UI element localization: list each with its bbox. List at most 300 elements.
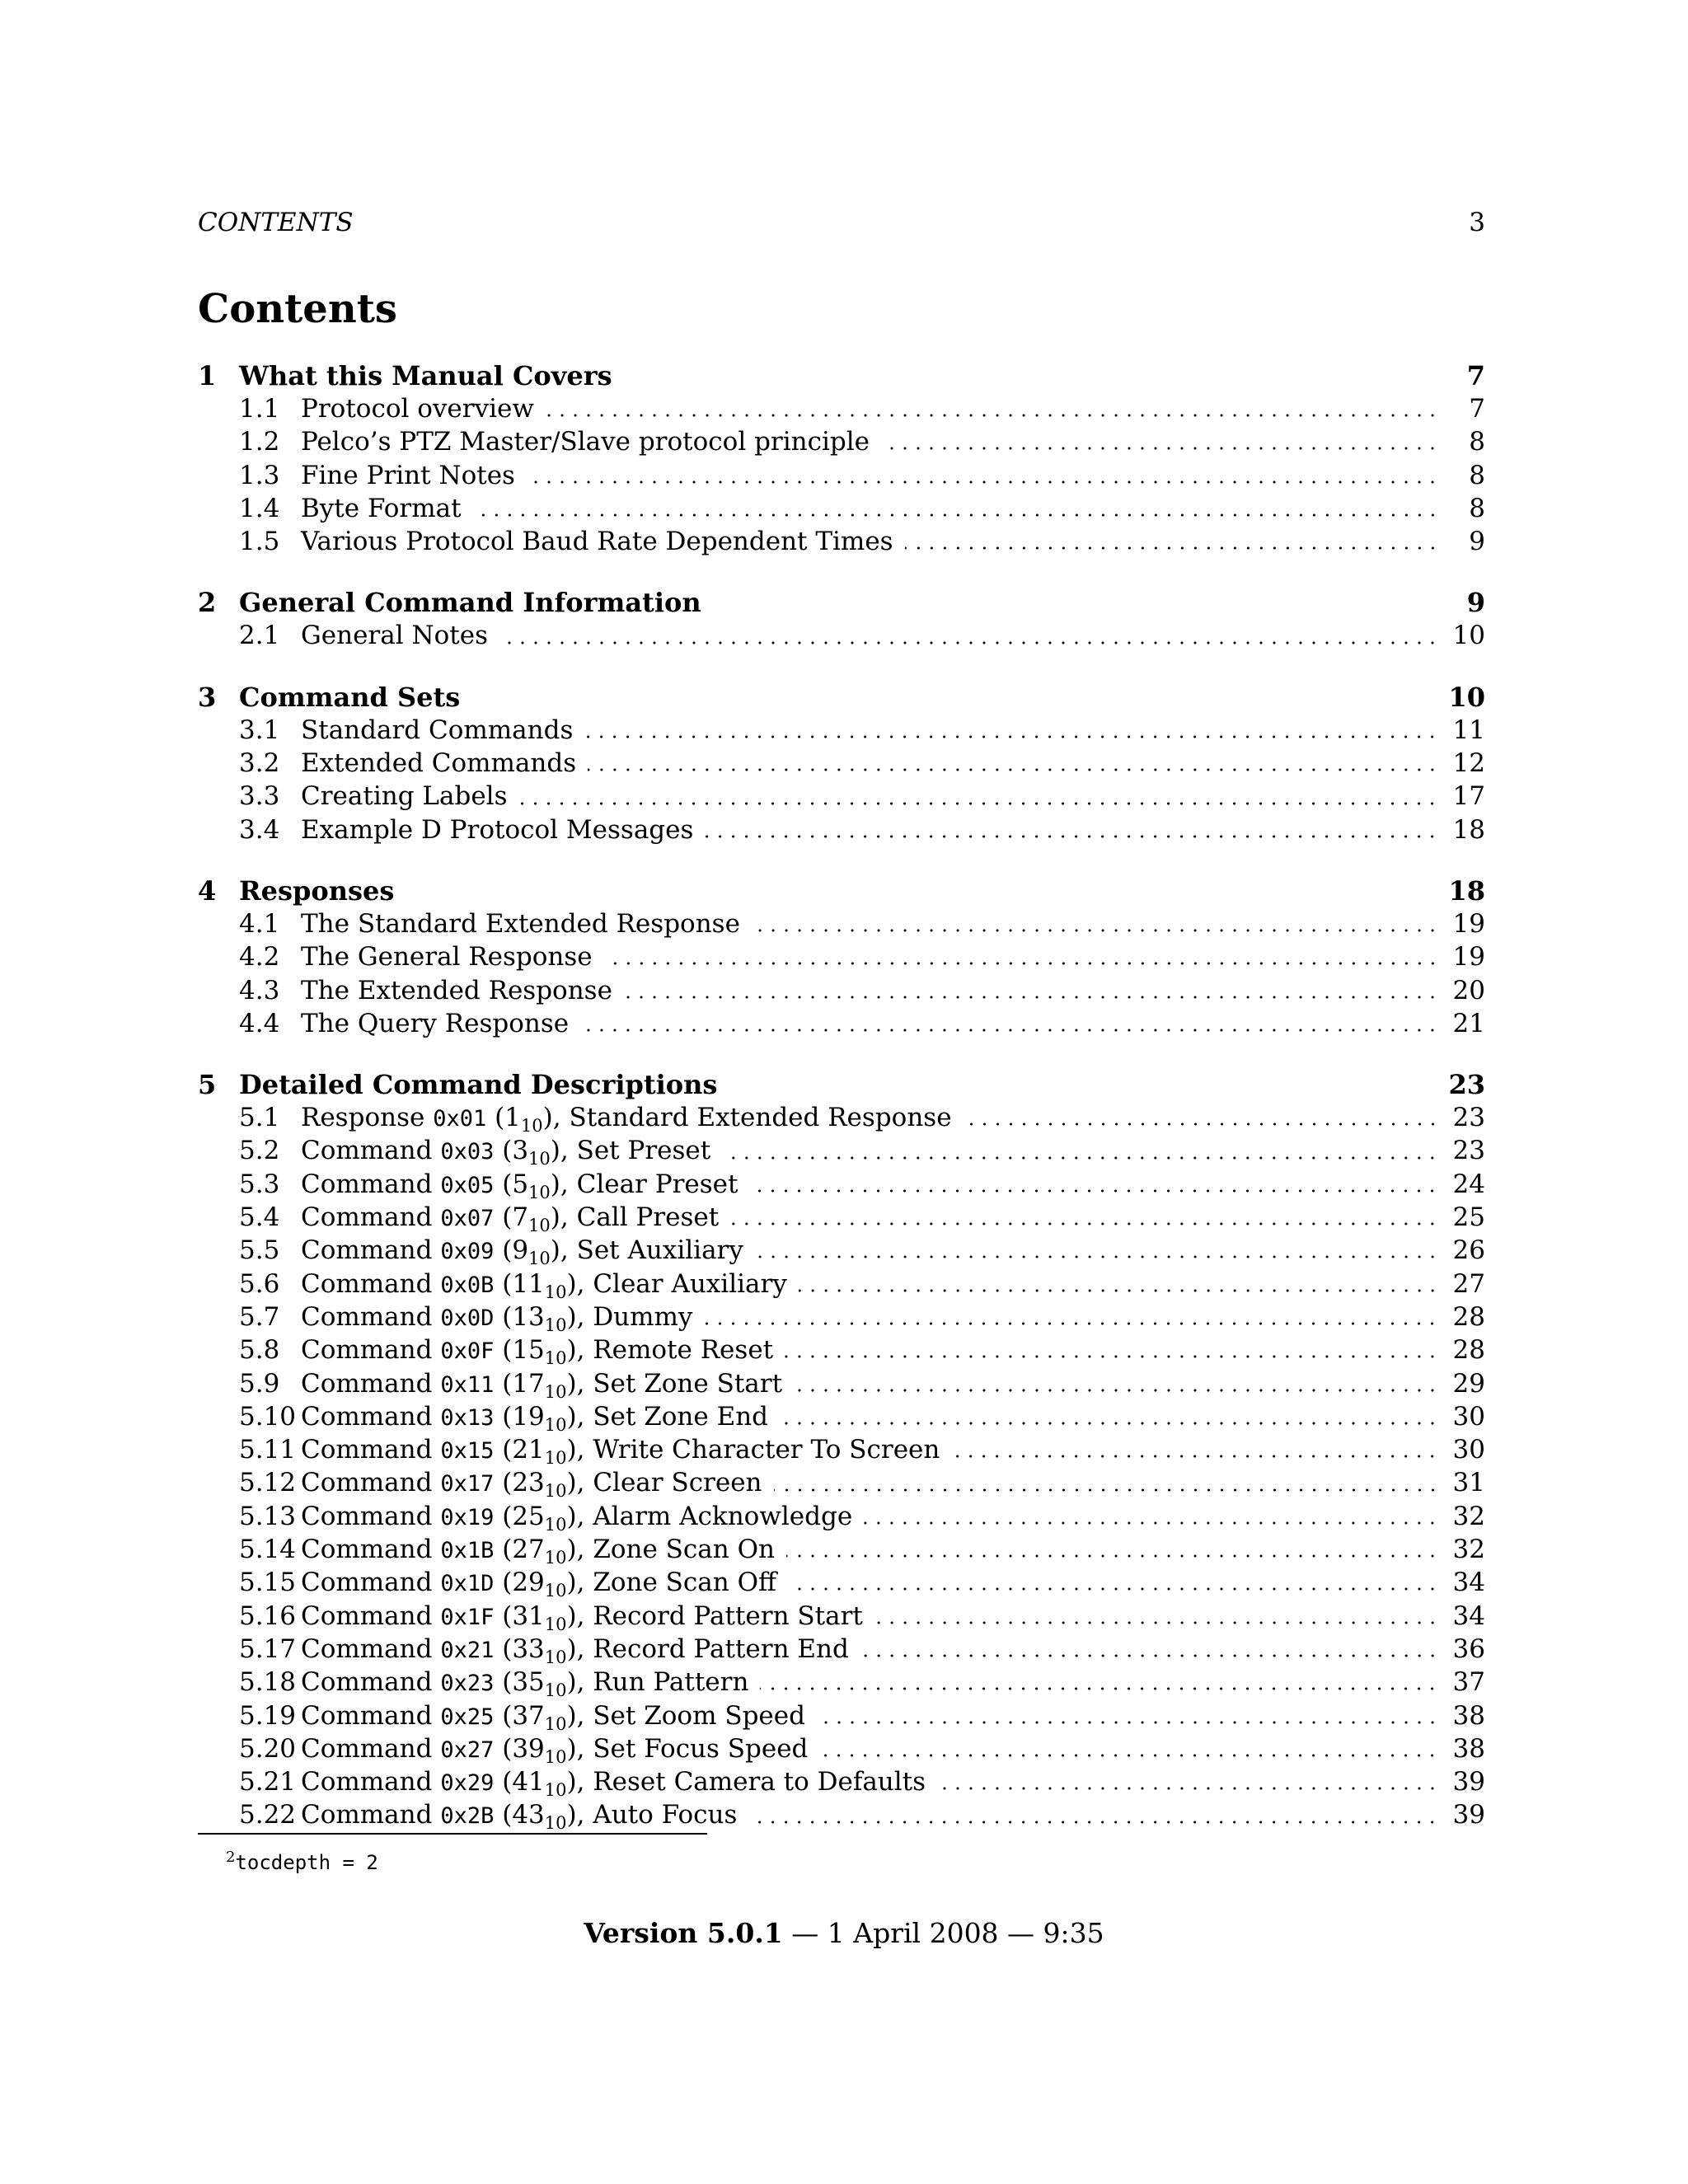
toc-section-entry[interactable] [198,681,1485,714]
decimal-value: 11 [512,1268,545,1299]
dot-leader [580,1029,1439,1032]
subsection-title: Command 0x1D $(29_{10})$, Zone Scan Off [301,1568,777,1601]
subsection-number: 5.14 [239,1535,297,1565]
entry-kind: Command [301,1633,433,1664]
subsection-page-number: 28 [1452,1301,1485,1332]
subsection-number: 5.11 [239,1435,297,1465]
decimal-value: 7 [512,1202,529,1233]
subsection-title: The General Response [301,942,593,972]
entry-kind: Command [301,1468,433,1498]
subsection-number: 4.1 [239,908,280,939]
entry-kind: Command [301,1501,433,1531]
command-description: , Alarm Acknowledge [576,1501,853,1531]
subsection-title: Command 0x27 $(39_{10})$, Set Focus Speed [301,1733,809,1767]
subsection-title: Response 0x01 $(1_{10})$, Standard Extended Response [301,1103,952,1137]
toc-subsection-entry[interactable] [198,392,1485,425]
entry-kind: Command [301,1268,433,1299]
toc-section-entry[interactable] [198,359,1485,392]
toc-subsection-entry[interactable] [198,1466,1485,1502]
toc-subsection-entry[interactable] [198,1301,1485,1333]
footer-date: — 1 April 2008 — 9:35 [782,1917,1104,1949]
section-number: 3 [198,681,217,713]
subsection-number: 2.1 [239,621,280,651]
subsection-number: 1.5 [239,527,280,557]
decimal-base-subscript: 10 [544,1481,567,1502]
toc-subsection-entry[interactable] [198,747,1485,780]
subsection-page-number: 30 [1452,1401,1485,1432]
command-description: , Reset Camera to Defaults [576,1767,926,1797]
dot-leader [760,1687,1439,1690]
subsection-page-number: 38 [1452,1733,1485,1764]
dot-leader [584,735,1439,738]
subsection-page-number: 36 [1452,1633,1485,1664]
toc-subsection-entry[interactable] [198,907,1485,940]
command-description: , Write Character To Screen [576,1435,940,1465]
dot-leader [951,1455,1439,1458]
subsection-title: Command 0x05 $(5_{10})$, Clear Preset [301,1169,738,1202]
decimal-value: 5 [512,1169,529,1199]
subsection-title: Command 0x15 $(21_{10})$, Write Character To Screen [301,1435,940,1469]
dot-leader [874,1621,1439,1624]
decimal-base-subscript: 10 [544,1780,567,1801]
dot-leader [624,996,1439,999]
subsection-page-number: 31 [1452,1468,1485,1498]
toc-subsection-entry[interactable] [198,780,1485,813]
subsection-title: Command 0x0F $(15_{10})$, Remote Reset [301,1335,774,1369]
subsection-title: Creating Labels [301,781,508,812]
toc-subsection-entry[interactable] [198,1666,1485,1699]
decimal-base-subscript: 10 [544,1713,567,1734]
footnote [226,1844,378,1876]
section-page-number: 9 [1466,587,1485,619]
decimal-value: 41 [512,1767,545,1797]
subsection-page-number: 19 [1452,908,1485,939]
toc-subsection-entry[interactable] [198,525,1485,558]
toc-subsection-entry[interactable] [198,1732,1485,1765]
subsection-title: Command 0x17 $(23_{10})$, Clear Screen [301,1468,762,1502]
subsection-title: Pelco’s PTZ Master/Slave protocol principle [301,427,870,457]
hex-code: 0x0B [440,1272,495,1298]
dot-leader [780,1422,1439,1425]
toc-subsection-entry[interactable] [198,492,1485,525]
subsection-number: 5.15 [239,1568,297,1598]
command-description: , Clear Screen [576,1468,762,1498]
dot-leader [722,1156,1439,1160]
table-of-contents [198,359,1485,1860]
toc-subsection-entry[interactable] [198,619,1485,652]
subsection-page-number: 37 [1452,1667,1485,1698]
dot-leader [905,546,1439,550]
toc-subsection-entry[interactable] [198,1268,1485,1301]
subsection-page-number: 8 [1469,460,1485,490]
toc-subsection-entry[interactable] [198,459,1485,492]
subsection-page-number: 23 [1452,1136,1485,1166]
dot-leader [752,929,1439,932]
command-description: , Set Zone End [576,1401,769,1432]
dot-leader [799,1289,1439,1292]
subsection-number: 5.7 [239,1301,280,1332]
section-number: 4 [198,874,217,907]
command-description: , Record Pattern End [576,1633,849,1664]
subsection-page-number: 28 [1452,1335,1485,1366]
section-page-number: 23 [1448,1069,1485,1101]
command-description: , Set Focus Speed [576,1733,809,1764]
section-page-number: 18 [1448,874,1485,907]
subsection-number: 5.9 [239,1368,280,1399]
section-number: 1 [198,360,217,391]
toc-section-entry[interactable] [198,1068,1485,1101]
decimal-base-subscript: 10 [544,1614,567,1634]
page-footer [0,1917,1688,1950]
toc-subsection-entry[interactable] [198,1007,1485,1040]
hex-code: 0x25 [440,1704,495,1730]
subsection-number: 5.20 [239,1733,297,1764]
subsection-number: 5.2 [239,1136,280,1166]
subsection-number: 5.22 [239,1800,297,1830]
hex-code: 0x17 [440,1471,495,1497]
toc-subsection-entry[interactable] [198,1765,1485,1801]
entry-kind: Command [301,1667,433,1698]
subsection-page-number: 11 [1452,715,1485,745]
toc-subsection-entry[interactable] [198,1400,1485,1433]
decimal-value: 39 [512,1733,545,1764]
subsection-title: Command 0x29 $(41_{10})$, Reset Camera to Defaults [301,1767,926,1801]
subsection-title: General Notes [301,621,488,651]
dot-leader [860,1654,1439,1657]
command-description: , Set Preset [560,1136,711,1166]
entry-kind: Command [301,1335,433,1366]
subsection-number: 5.6 [239,1268,280,1299]
entry-kind: Command [301,1401,433,1432]
subsection-title: The Standard Extended Response [301,908,740,939]
entry-kind: Command [301,1568,433,1598]
entry-kind: Command [301,1235,433,1266]
toc-subsection-entry[interactable] [198,974,1485,1007]
decimal-base-subscript: 10 [544,1315,567,1335]
command-description: , Clear Preset [560,1169,738,1199]
subsection-number: 5.1 [239,1103,280,1133]
footnote-text: tocdepth = 2 [235,1851,378,1874]
toc-subsection-entry[interactable] [198,425,1485,458]
hex-code: 0x15 [440,1438,495,1465]
decimal-base-subscript: 10 [528,1182,551,1202]
section-title: Command Sets [239,681,461,713]
subsection-title: Command 0x11 $(17_{10})$, Set Zone Start [301,1368,783,1402]
command-description: , Set Auxiliary [560,1235,743,1266]
command-description: , Zone Scan On [576,1535,775,1565]
subsection-number: 5.4 [239,1202,280,1233]
command-description: , Record Pattern Start [576,1601,863,1631]
section-title: Detailed Command Descriptions [239,1069,718,1101]
toc-section [198,874,1485,1040]
subsection-number: 4.2 [239,942,280,972]
footnote-marker: 2 [226,1849,236,1866]
toc-subsection-entry[interactable] [198,1566,1485,1599]
toc-subsection-entry[interactable] [198,813,1485,846]
decimal-value: 35 [512,1667,545,1698]
subsection-page-number: 32 [1452,1535,1485,1565]
dot-leader [774,1488,1439,1492]
subsection-title: Command 0x25 $(37_{10})$, Set Zoom Speed [301,1700,805,1734]
subsection-number: 3.4 [239,814,280,845]
decimal-base-subscript: 10 [544,1581,567,1601]
subsection-number: 3.3 [239,781,280,812]
toc-section-entry[interactable] [198,586,1485,619]
dot-leader [704,1322,1439,1325]
subsection-number: 3.2 [239,748,280,779]
subsection-page-number: 10 [1452,621,1485,651]
subsection-page-number: 7 [1469,394,1485,424]
decimal-base-subscript: 10 [544,1414,567,1435]
hex-code: 0x23 [440,1671,495,1697]
toc-subsection-entry[interactable] [198,1333,1485,1369]
subsection-page-number: 38 [1452,1700,1485,1731]
decimal-value: 13 [512,1301,545,1332]
decimal-base-subscript: 10 [544,1680,567,1701]
hex-code: 0x19 [440,1504,495,1530]
toc-subsection-entry[interactable] [198,1699,1485,1732]
dot-leader [604,962,1439,965]
entry-kind: Command [301,1800,433,1830]
subsection-page-number: 25 [1452,1202,1485,1233]
decimal-base-subscript: 10 [544,1448,567,1469]
subsection-number: 5.8 [239,1335,280,1366]
toc-subsection-entry[interactable] [198,714,1485,747]
subsection-title: The Extended Response [301,975,612,1005]
decimal-value: 19 [512,1401,545,1432]
decimal-base-subscript: 10 [544,1348,567,1369]
page-title: Contents [198,286,397,332]
dot-leader [518,802,1439,805]
subsection-title: Command 0x03 $(3_{10})$, Set Preset [301,1136,711,1169]
decimal-base-subscript: 10 [544,1813,567,1834]
subsection-page-number: 19 [1452,942,1485,972]
toc-subsection-entry[interactable] [198,1168,1485,1201]
subsection-page-number: 24 [1452,1169,1485,1199]
toc-section [198,1068,1485,1832]
subsection-number: 5.19 [239,1700,297,1731]
subsection-number: 5.21 [239,1767,297,1797]
command-description: , Run Pattern [576,1667,749,1698]
footer-version: Version 5.0.1 [584,1917,783,1949]
command-description: , Clear Auxiliary [576,1268,787,1299]
subsection-number: 1.3 [239,460,280,490]
subsection-title: Various Protocol Baud Rate Dependent Times [301,527,893,557]
command-description: , Remote Reset [576,1335,774,1366]
dot-leader [755,1255,1439,1258]
entry-kind: Command [301,1435,433,1465]
command-description: , Standard Extended Response [552,1103,952,1133]
dot-leader [473,513,1439,517]
subsection-page-number: 18 [1452,814,1485,845]
subsection-title: The Query Response [301,1008,570,1038]
command-description: , Call Preset [560,1202,720,1233]
subsection-title: Extended Commands [301,748,577,779]
hex-code: 0x05 [440,1172,495,1198]
toc-subsection-entry[interactable] [198,1433,1485,1469]
hex-code: 0x11 [440,1371,495,1398]
subsection-title: Command 0x23 $(35_{10})$, Run Pattern [301,1667,749,1701]
entry-kind: Command [301,1169,433,1199]
subsection-page-number: 8 [1469,493,1485,523]
toc-subsection-entry[interactable] [198,1600,1485,1633]
entry-kind: Command [301,1601,433,1631]
decimal-value: 27 [512,1535,545,1565]
section-page-number: 7 [1466,360,1485,391]
decimal-value: 29 [512,1568,545,1598]
dot-leader [499,641,1439,644]
dot-leader [794,1389,1439,1392]
command-description: , Set Zone Start [576,1368,783,1399]
decimal-value: 1 [504,1103,521,1133]
subsection-number: 5.13 [239,1501,297,1531]
decimal-value: 3 [512,1136,529,1166]
section-page-number: 10 [1448,681,1485,713]
page-number: 3 [1469,208,1485,237]
subsection-title: Fine Print Notes [301,460,515,490]
decimal-base-subscript: 10 [544,1282,567,1302]
subsection-page-number: 27 [1452,1268,1485,1299]
decimal-base-subscript: 10 [528,1249,551,1269]
dot-leader [864,1521,1439,1525]
decimal-base-subscript: 10 [544,1381,567,1402]
running-head-title: CONTENTS [198,208,354,237]
toc-subsection-entry[interactable] [198,1500,1485,1533]
section-number: 5 [198,1069,217,1101]
hex-code: 0x1D [440,1571,495,1597]
hex-code: 0x27 [440,1736,495,1763]
dot-leader [527,480,1439,484]
subsection-page-number: 30 [1452,1435,1485,1465]
subsection-number: 5.5 [239,1235,280,1266]
decimal-base-subscript: 10 [544,1746,567,1767]
subsection-page-number: 32 [1452,1501,1485,1531]
toc-subsection-entry[interactable] [198,1201,1485,1234]
entry-kind: Command [301,1202,433,1233]
dot-leader [937,1787,1439,1790]
entry-kind: Command [301,1535,433,1565]
decimal-base-subscript: 10 [544,1548,567,1568]
subsection-page-number: 26 [1452,1235,1485,1266]
decimal-base-subscript: 10 [528,1216,551,1236]
dot-leader [881,447,1439,450]
hex-code: 0x0F [440,1338,495,1365]
section-title: What this Manual Covers [239,360,612,391]
dot-leader [546,414,1439,417]
toc-subsection-entry[interactable] [198,1533,1485,1566]
subsection-number: 5.17 [239,1633,297,1664]
decimal-base-subscript: 10 [528,1149,551,1169]
dot-leader [817,1721,1439,1724]
decimal-value: 43 [512,1800,545,1830]
subsection-number: 4.3 [239,975,280,1005]
entry-kind: Command [301,1301,433,1332]
toc-subsection-entry[interactable] [198,1134,1485,1167]
subsection-title: Command 0x2B $(43_{10})$, Auto Focus [301,1800,738,1834]
subsection-title: Command 0x0B $(11_{10})$, Clear Auxiliary [301,1268,787,1302]
hex-code: 0x09 [440,1239,495,1265]
toc-section [198,359,1485,558]
command-description: , Set Zoom Speed [576,1700,805,1731]
decimal-value: 15 [512,1335,545,1366]
subsection-page-number: 8 [1469,427,1485,457]
hex-code: 0x2B [440,1803,495,1830]
toc-subsection-entry[interactable] [198,1798,1485,1834]
subsection-title: Command 0x09 $(9_{10})$, Set Auxiliary [301,1235,743,1269]
decimal-value: 17 [512,1368,545,1399]
toc-section [198,586,1485,652]
hex-code: 0x21 [440,1637,495,1663]
decimal-value: 9 [512,1235,529,1266]
subsection-page-number: 12 [1452,748,1485,779]
hex-code: 0x03 [440,1139,495,1165]
entry-kind: Command [301,1733,433,1764]
toc-section [198,681,1485,846]
subsection-page-number: 23 [1452,1103,1485,1133]
subsection-page-number: 39 [1452,1800,1485,1830]
hex-code: 0x01 [433,1106,487,1132]
section-title: General Command Information [239,587,701,619]
hex-code: 0x0D [440,1305,495,1331]
subsection-number: 5.3 [239,1169,280,1199]
subsection-title: Command 0x19 $(25_{10})$, Alarm Acknowledge [301,1501,853,1535]
subsection-page-number: 17 [1452,781,1485,812]
toc-subsection-entry[interactable] [198,1367,1485,1400]
command-description: , Auto Focus [576,1800,738,1830]
hex-code: 0x29 [440,1770,495,1797]
section-title: Responses [239,874,395,907]
subsection-title: Command 0x1B $(27_{10})$, Zone Scan On [301,1535,775,1568]
subsection-number: 5.10 [239,1401,297,1432]
decimal-value: 23 [512,1468,545,1498]
subsection-page-number: 34 [1452,1568,1485,1598]
toc-subsection-entry[interactable] [198,940,1485,973]
command-description: , Dummy [576,1301,693,1332]
decimal-value: 25 [512,1501,545,1531]
footnote-rule [198,1833,707,1835]
hex-code: 0x1B [440,1538,495,1564]
subsection-number: 5.12 [239,1468,297,1498]
subsection-page-number: 39 [1452,1767,1485,1797]
subsection-title: Example D Protocol Messages [301,814,694,845]
toc-subsection-entry[interactable] [198,1234,1485,1267]
subsection-page-number: 20 [1452,975,1485,1005]
toc-section-entry[interactable] [198,874,1485,907]
dot-leader [819,1754,1439,1757]
entry-kind: Command [301,1700,433,1731]
toc-subsection-entry[interactable] [198,1633,1485,1666]
subsection-title: Command 0x0D $(13_{10})$, Dummy [301,1301,693,1335]
dot-leader [788,1587,1439,1591]
subsection-page-number: 21 [1452,1008,1485,1038]
subsection-number: 3.1 [239,715,280,745]
dot-leader [964,1122,1439,1126]
decimal-value: 31 [512,1601,545,1631]
subsection-page-number: 9 [1469,527,1485,557]
subsection-title: Standard Commands [301,715,574,745]
subsection-number: 1.2 [239,427,280,457]
section-number: 2 [198,587,217,619]
dot-leader [588,768,1439,771]
hex-code: 0x1F [440,1604,495,1630]
running-head [198,206,1485,239]
subsection-title: Command 0x21 $(33_{10})$, Record Pattern End [301,1633,849,1667]
dot-leader [730,1222,1439,1226]
decimal-base-subscript: 10 [544,1647,567,1667]
dot-leader [749,1189,1439,1193]
decimal-base-subscript: 10 [544,1514,567,1535]
toc-subsection-entry[interactable] [198,1101,1485,1137]
